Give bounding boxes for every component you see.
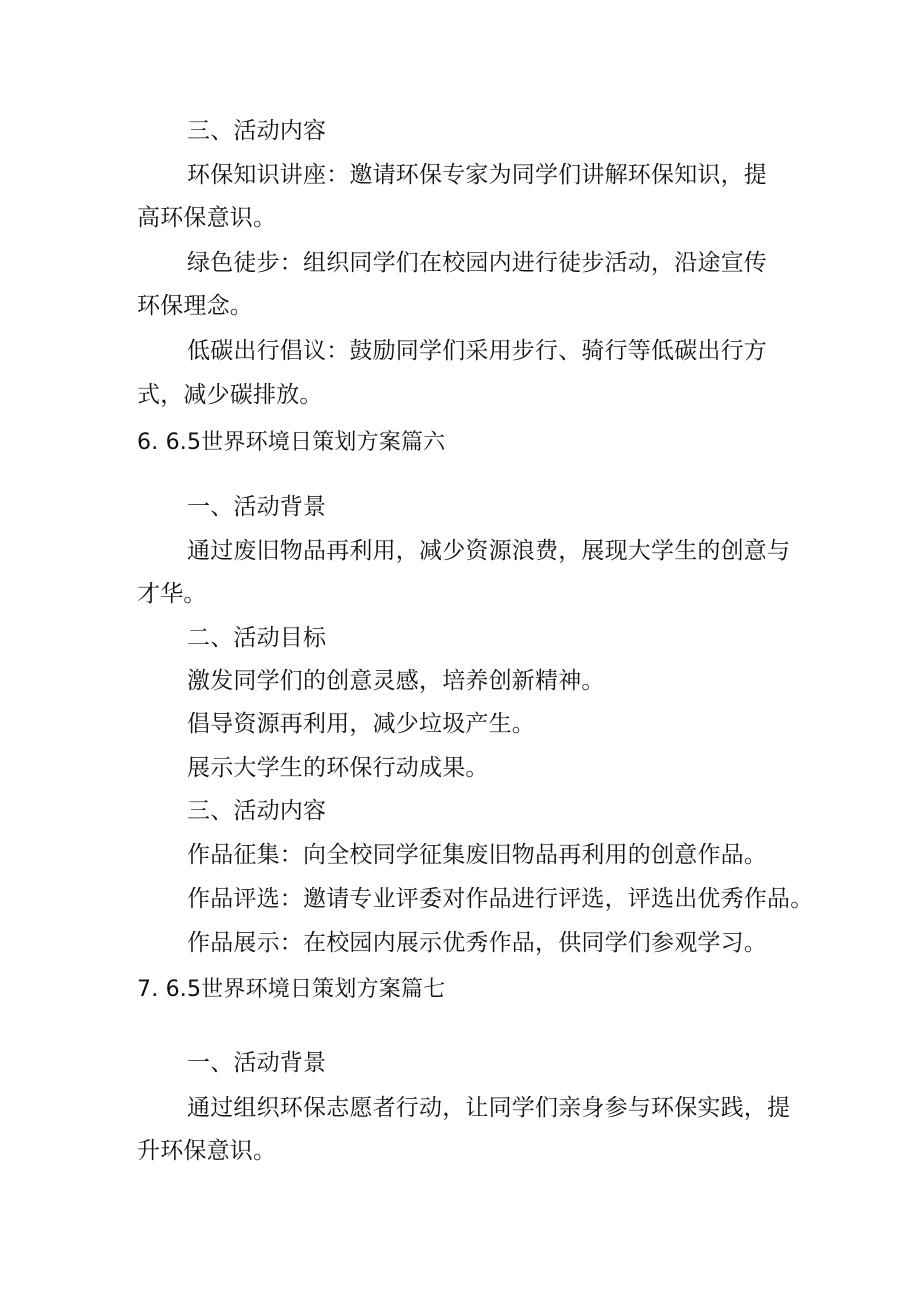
paragraph-line: 作品评选：邀请专业评委对作品进行评选，评选出优秀作品。	[187, 886, 814, 912]
paragraph-line: 绿色徒步：组织同学们在校园内进行徒步活动，沿途宣传	[187, 250, 767, 276]
section-heading-activity-content: 三、活动内容	[187, 798, 327, 824]
paragraph-line: 高环保意识。	[137, 205, 277, 231]
document-heading-section-seven: 7. 6.5世界环境日策划方案篇七	[137, 977, 446, 1002]
paragraph-line: 激发同学们的创意灵感，培养创新精神。	[187, 668, 605, 694]
section-heading-activity-background: 一、活动背景	[187, 1050, 327, 1076]
paragraph-line: 环保理念。	[137, 293, 253, 319]
paragraph-line: 式，减少碳排放。	[137, 382, 323, 408]
section-heading-activity-goal: 二、活动目标	[187, 625, 327, 651]
paragraph-line: 低碳出行倡议：鼓励同学们采用步行、骑行等低碳出行方	[187, 338, 767, 364]
paragraph-line: 展示大学生的环保行动成果。	[187, 755, 489, 781]
section-heading-activity-background: 一、活动背景	[187, 494, 327, 520]
paragraph-line: 作品展示：在校园内展示优秀作品，供同学们参观学习。	[187, 930, 767, 956]
paragraph-line: 通过组织环保志愿者行动，让同学们亲身参与环保实践，提	[187, 1095, 791, 1121]
paragraph-line: 才华。	[137, 581, 207, 607]
paragraph-line: 环保知识讲座：邀请环保专家为同学们讲解环保知识，提	[187, 162, 767, 188]
paragraph-line: 升环保意识。	[137, 1138, 277, 1164]
document-heading-section-six: 6. 6.5世界环境日策划方案篇六	[137, 430, 446, 455]
paragraph-line: 倡导资源再利用，减少垃圾产生。	[187, 711, 535, 737]
paragraph-line: 作品征集：向全校同学征集废旧物品再利用的创意作品。	[187, 842, 767, 868]
section-heading-activity-content: 三、活动内容	[187, 118, 327, 144]
paragraph-line: 通过废旧物品再利用，减少资源浪费，展现大学生的创意与	[187, 538, 791, 564]
